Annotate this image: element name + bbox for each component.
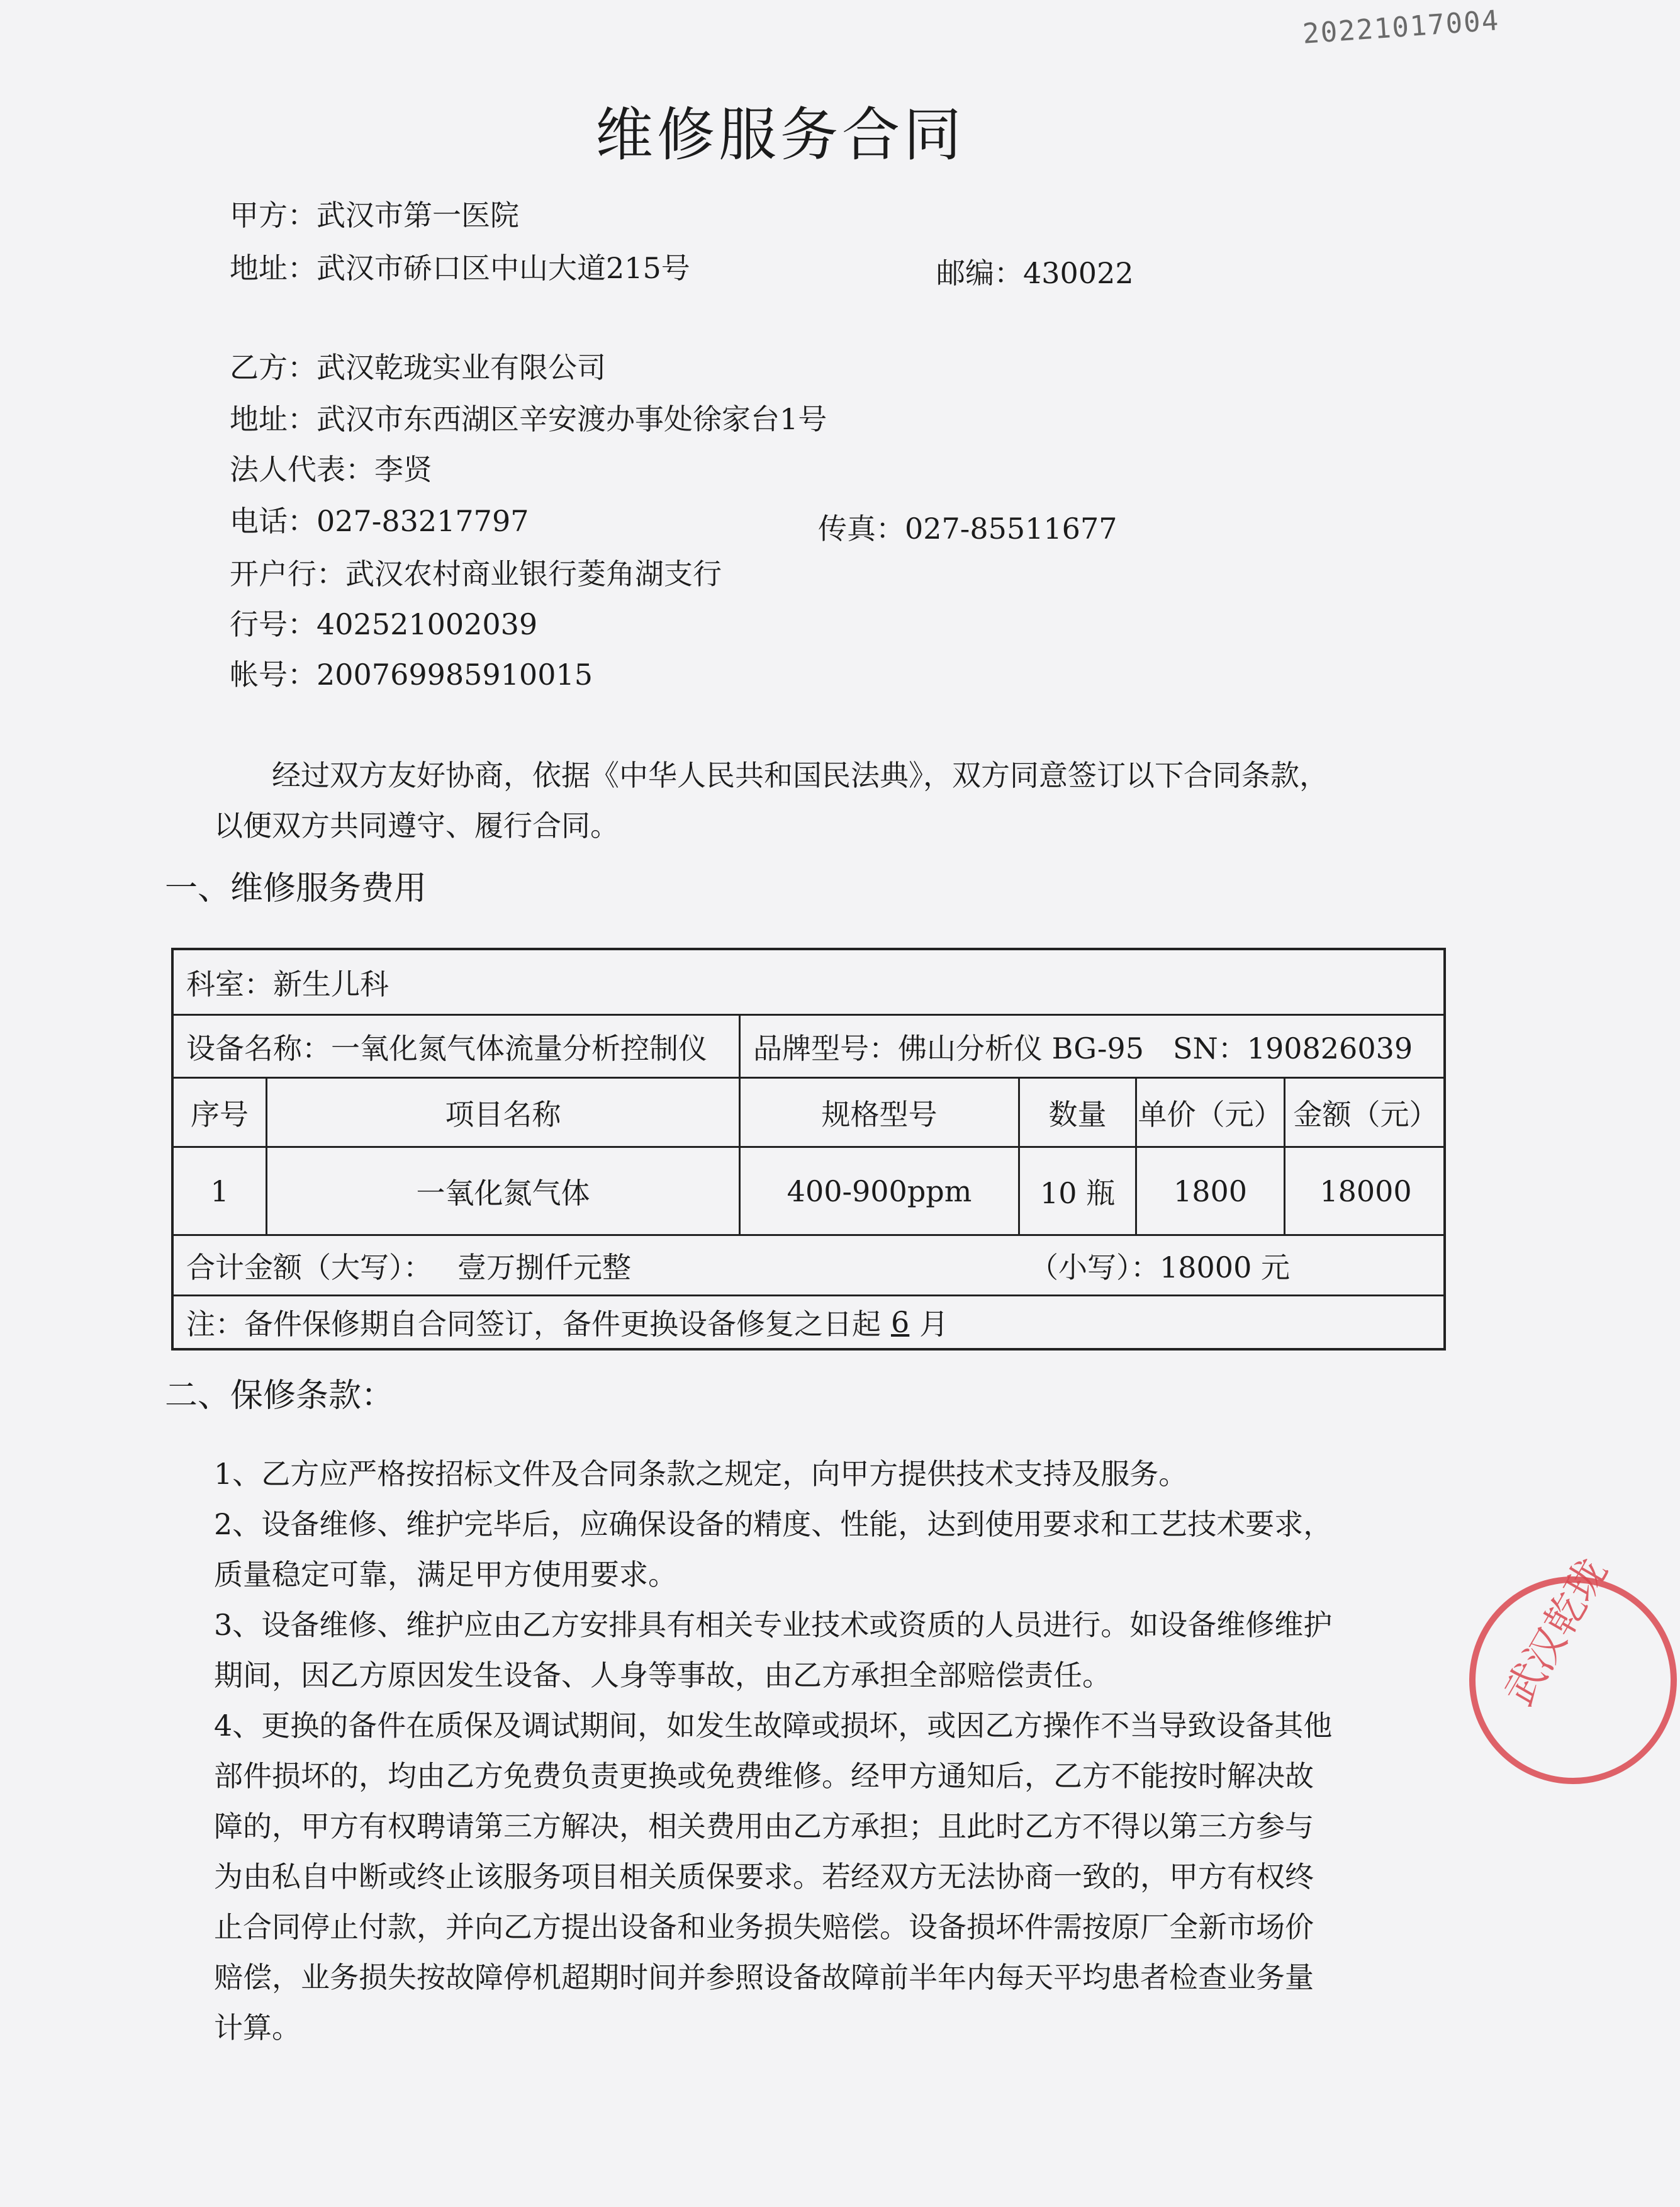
header-spec: 规格型号 bbox=[739, 1079, 1018, 1146]
party-b-account: 帐号：200769985910015 bbox=[230, 658, 593, 692]
party-b-bank-code: 行号：402521002039 bbox=[230, 607, 538, 641]
clause-3: 3、设备维修、维护应由乙方安排具有相关专业技术或资质的人员进行。如设备维修维护期间，因乙方原因发生设备、人身等事故，由乙方承担全部赔偿责任。 bbox=[214, 1608, 1333, 1692]
fee-table bbox=[171, 948, 1446, 1351]
section-1-title: 一、维修服务费用 bbox=[165, 870, 427, 907]
total-upper-label: 合计金额（大写）： bbox=[186, 1250, 432, 1284]
note-months: 6 bbox=[891, 1305, 910, 1339]
header-unit-price: 单价（元） bbox=[1135, 1079, 1284, 1146]
company-seal-icon bbox=[1466, 1550, 1680, 1787]
table-row-total bbox=[174, 1236, 1443, 1296]
note-cell bbox=[174, 1296, 1443, 1348]
party-b-address: 地址：武汉市东西湖区辛安渡办事处徐家台1号 bbox=[230, 402, 827, 436]
header-item-name: 项目名称 bbox=[266, 1079, 739, 1146]
handwritten-number: 20221017004 bbox=[1301, 4, 1501, 50]
intro-paragraph: 经过双方友好协商，依据《中华人民共和国民法典》，双方同意签订以下合同条款，以便双方共同遵守、履行合同。 bbox=[214, 758, 1328, 843]
header-quantity: 数量 bbox=[1018, 1079, 1135, 1146]
cell-index: 1 bbox=[210, 1174, 229, 1208]
cell-item-name: 一氧化氮气体 bbox=[266, 1148, 739, 1234]
party-b-legal-rep: 法人代表：李贤 bbox=[230, 452, 432, 486]
cell-quantity: 10 瓶 bbox=[1018, 1148, 1135, 1234]
cell-spec: 400-900ppm bbox=[739, 1148, 1018, 1234]
table-row-device bbox=[174, 1016, 1443, 1079]
total-cell bbox=[174, 1236, 1443, 1294]
note-suffix: 月 bbox=[919, 1307, 949, 1341]
table-row-department bbox=[174, 950, 1443, 1016]
seal-text: 武汉乾珑 bbox=[1496, 1550, 1617, 1714]
clauses-list bbox=[214, 1449, 1334, 2053]
clause-2: 2、设备维修、维护完毕后，应确保设备的精度、性能，达到使用要求和工艺技术要求，质量稳定可靠，满足甲方使用要求。 bbox=[214, 1507, 1333, 1592]
clause-1: 1、乙方应严格按招标文件及合同条款之规定，向甲方提供技术支持及服务。 bbox=[214, 1457, 1188, 1491]
party-a-address: 地址：武汉市硚口区中山大道215号 bbox=[230, 251, 690, 285]
header-index: 序号 bbox=[191, 1097, 249, 1132]
party-a-name: 甲方：武汉市第一医院 bbox=[230, 198, 519, 232]
section-2-title: 二、保修条款： bbox=[165, 1377, 395, 1415]
header-amount: 金额（元） bbox=[1284, 1079, 1446, 1146]
brand-model-cell: 品牌型号：佛山分析仪 BG-95 SN：190826039 bbox=[739, 1016, 1446, 1077]
page-title: 维修服务合同 bbox=[595, 101, 965, 169]
party-b-phone: 电话：027-83217797 bbox=[230, 504, 529, 538]
department-cell: 科室：新生儿科 bbox=[186, 967, 389, 1001]
device-name-cell: 设备名称：一氧化氮气体流量分析控制仪 bbox=[186, 1031, 707, 1065]
party-b-name: 乙方：武汉乾珑实业有限公司 bbox=[230, 351, 606, 385]
note-prefix: 注：备件保修期自合同签订，备件更换设备修复之日起 bbox=[186, 1307, 881, 1341]
total-lower: （小写）：18000 元 bbox=[1029, 1250, 1290, 1284]
party-a-postcode: 邮编：430022 bbox=[936, 256, 1134, 290]
party-b-bank: 开户行：武汉农村商业银行菱角湖支行 bbox=[230, 557, 722, 591]
table-row-note bbox=[174, 1296, 1443, 1348]
table-header-row bbox=[174, 1079, 1443, 1148]
cell-amount: 18000 bbox=[1284, 1148, 1446, 1234]
total-upper-value: 壹万捌仟元整 bbox=[457, 1250, 631, 1284]
party-b-fax: 传真：027-85511677 bbox=[818, 512, 1117, 546]
table-row bbox=[174, 1148, 1443, 1236]
clause-4: 4、更换的备件在质保及调试期间，如发生故障或损坏，或因乙方操作不当导致设备其他部件损坏的，均由乙方免费负责更换或免费维修。经甲方通知后，乙方不能按时解决故障的，甲方有权聘请第三方解决，相关费用由乙方承担；且此时乙方不得以第三方参与为由私自中断或终止该服务项目相关质保要求。若经双方无法协商一致的，甲方有权终止合同停止付款，并向乙方提出设备和业务损失赔偿。设备损坏件需按原厂全新市场价赔偿，业务损失按故障停机超期时间并参照设备故障前半年内每天平均患者检查业务量计算。 bbox=[214, 1709, 1333, 2045]
cell-unit-price: 1800 bbox=[1135, 1148, 1284, 1234]
